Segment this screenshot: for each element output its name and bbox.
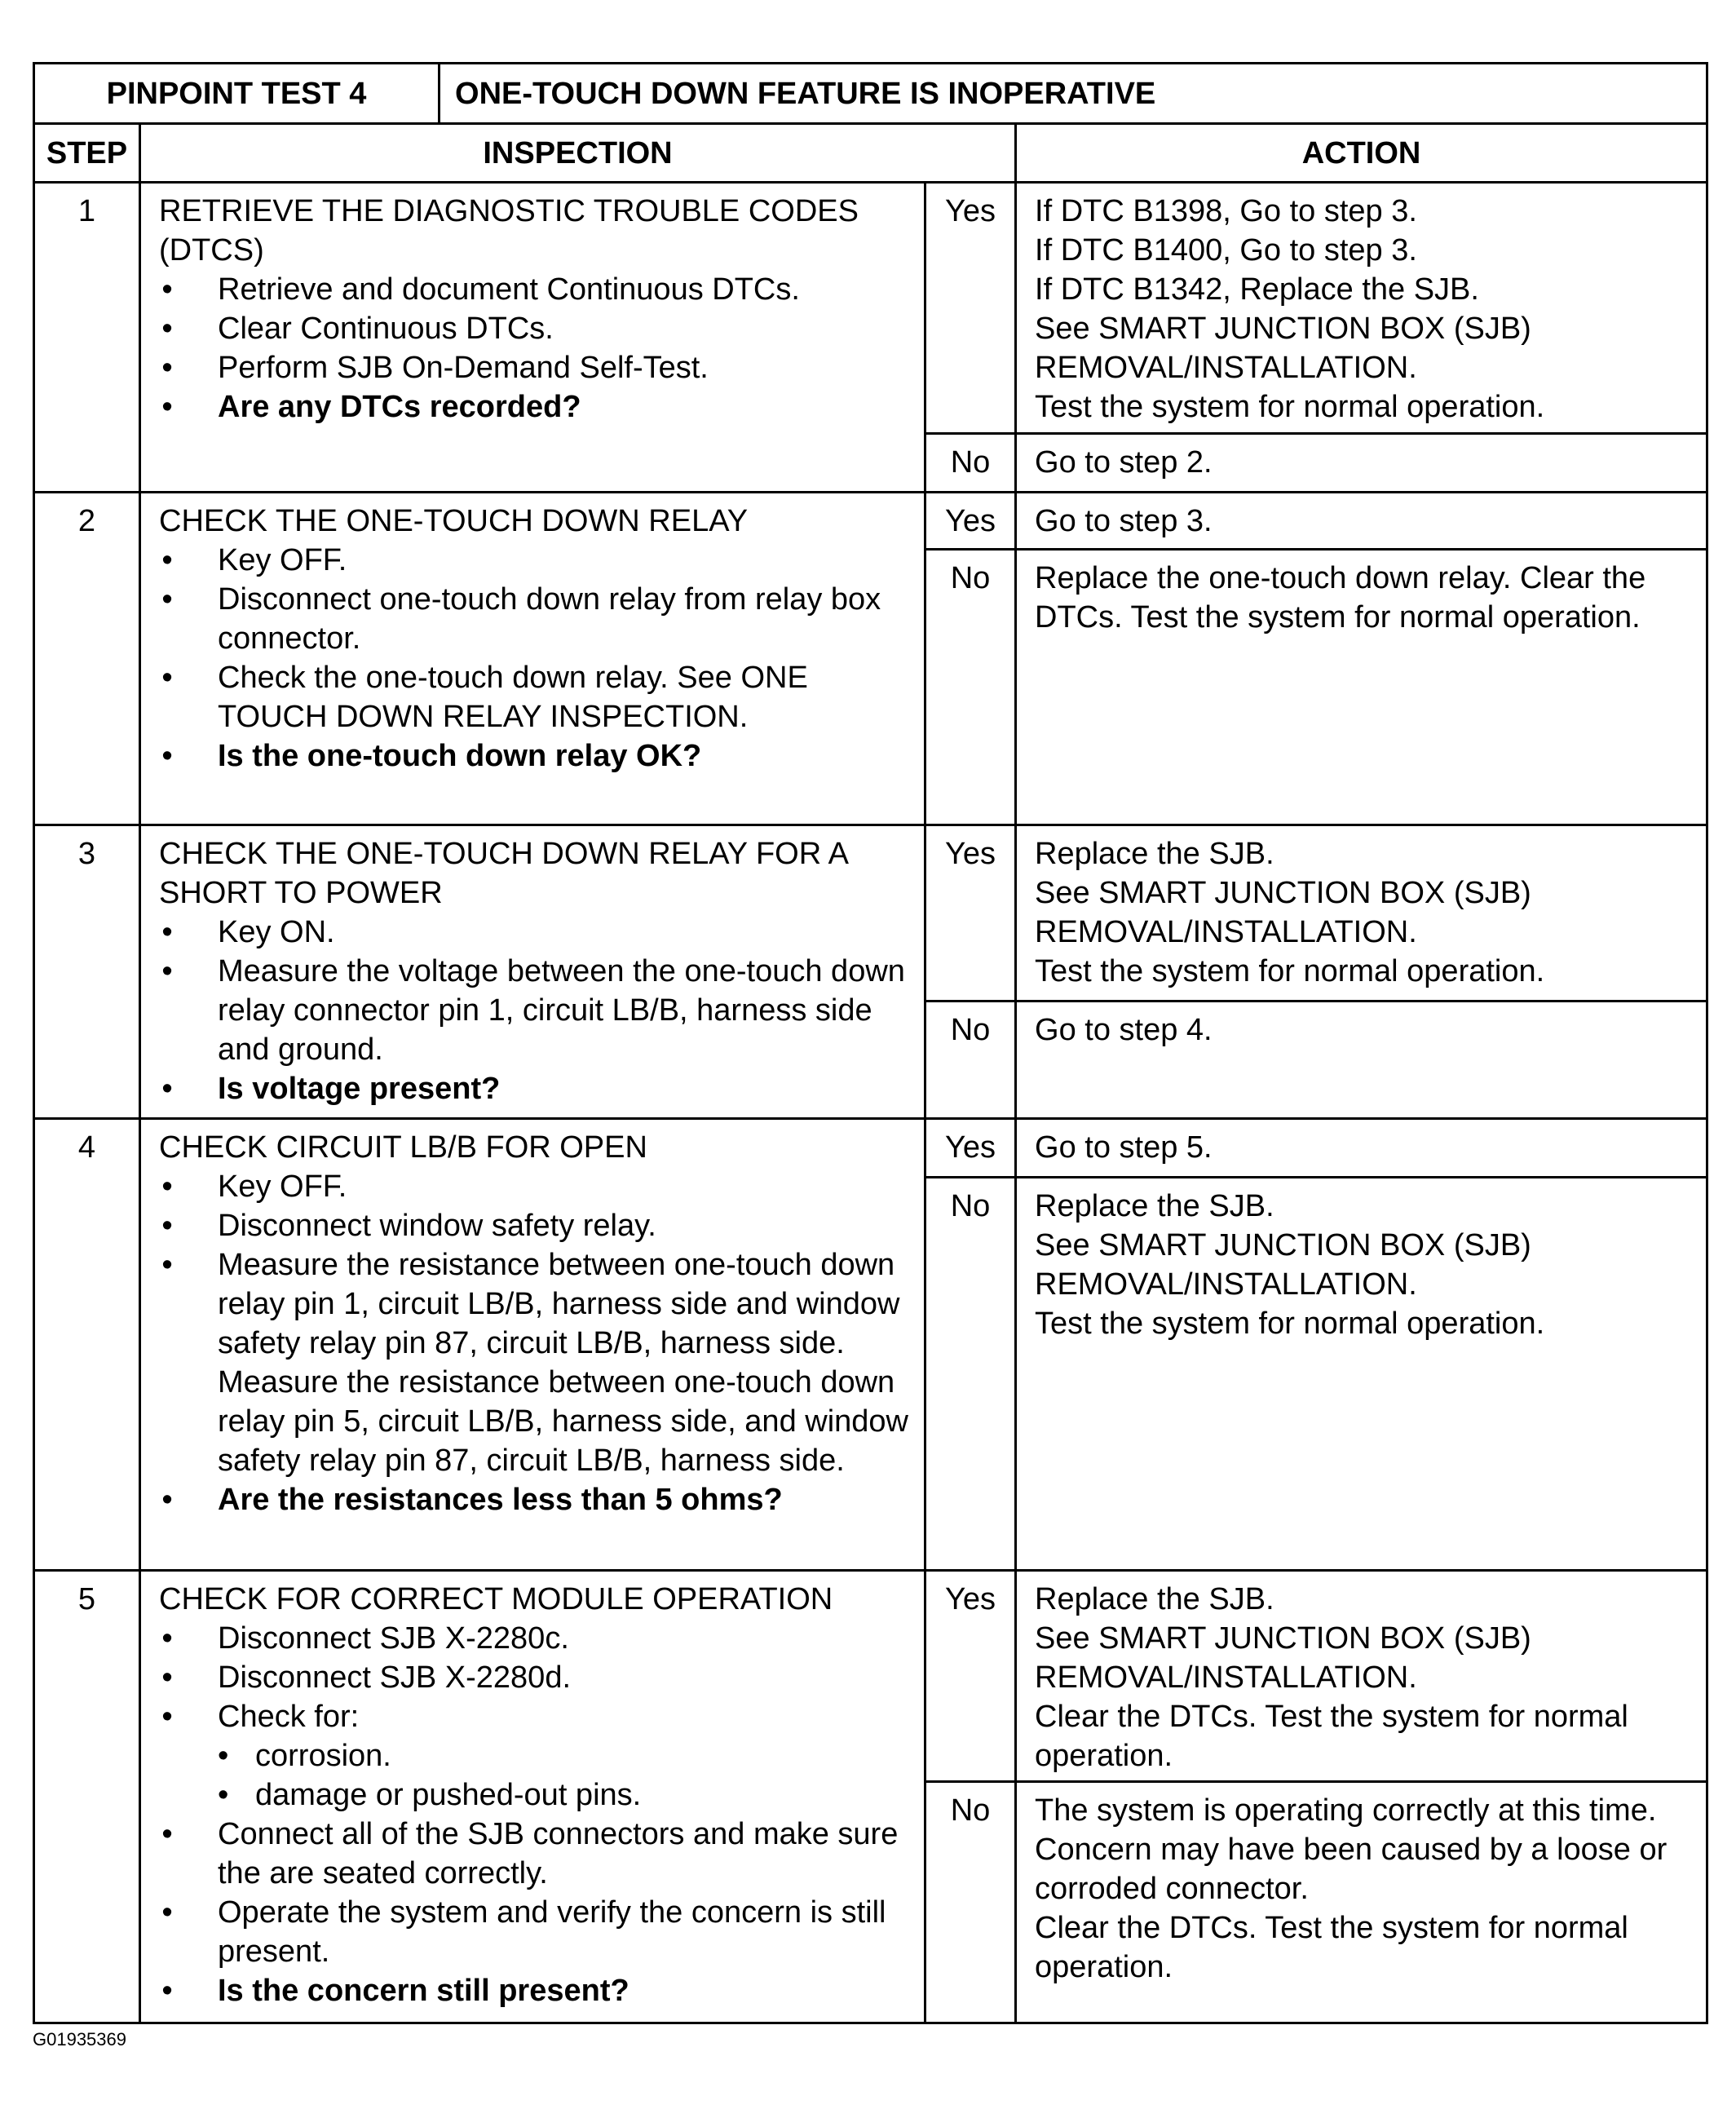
- step-question: • Is the concern still present?: [161, 1974, 629, 2008]
- step-question: • Are the resistances less than 5 ohms?: [161, 1483, 783, 1517]
- action-yes: Go to step 3.: [1016, 493, 1707, 550]
- test-name: ONE-TOUCH DOWN FEATURE IS INOPERATIVE: [440, 64, 1707, 124]
- answer-no: No: [925, 1178, 1016, 1571]
- list-item: • Check the one-touch down relay. See ONE TOUCH DOWN RELAY INSPECTION.: [161, 661, 808, 734]
- step-row: [34, 1571, 1707, 1782]
- action-no: Go to step 2.: [1016, 434, 1707, 493]
- step-question: • Is voltage present?: [161, 1072, 501, 1106]
- step-heading: CHECK CIRCUIT LB/B FOR OPEN: [159, 1130, 647, 1165]
- test-label: PINPOINT TEST 4: [34, 64, 440, 124]
- action-no: Replace the SJB. See SMART JUNCTION BOX (SJB) REMOVAL/INSTALLATION. Test the system for normal operation.: [1016, 1178, 1707, 1571]
- step-inspection: [140, 493, 925, 825]
- list-item: • Disconnect SJB X-2280d.: [161, 1660, 572, 1695]
- answer-yes: Yes: [925, 1119, 1016, 1178]
- answer-no: No: [925, 1782, 1016, 2023]
- step-number: 1: [34, 183, 140, 493]
- action-yes: Go to step 5.: [1016, 1119, 1707, 1178]
- action-header: ACTION: [1016, 124, 1707, 183]
- list-item: • Retrieve and document Continuous DTCs.: [161, 272, 800, 307]
- answer-no: No: [925, 1002, 1016, 1119]
- step-header: STEP: [34, 124, 140, 183]
- list-item: • Key OFF.: [161, 543, 347, 577]
- action-no: Replace the one-touch down relay. Clear the DTCs. Test the system for normal operation.: [1016, 550, 1707, 825]
- list-item: • Connect all of the SJB connectors and make sure the are seated correctly.: [161, 1817, 899, 1890]
- step-number: 2: [34, 493, 140, 825]
- list-item: • Key OFF.: [161, 1170, 347, 1204]
- list-item: • Disconnect SJB X-2280c.: [161, 1621, 569, 1656]
- pinpoint-test-table: [33, 62, 1708, 2024]
- answer-yes: Yes: [925, 493, 1016, 550]
- step-number: 5: [34, 1571, 140, 2023]
- list-item: • Disconnect one-touch down relay from relay box connector.: [161, 582, 881, 656]
- title-row: [34, 64, 1707, 124]
- action-yes: If DTC B1398, Go to step 3. If DTC B1400, Go to step 3. If DTC B1342, Replace the SJB. See SMART JUNCTION BOX (SJB) REMOVAL/INSTALLATION. Test the system for normal operation.: [1016, 183, 1707, 434]
- list-item: • Clear Continuous DTCs.: [161, 312, 554, 346]
- step-row: [34, 1119, 1707, 1178]
- action-no: Go to step 4.: [1016, 1002, 1707, 1119]
- list-item: • Check for:: [161, 1700, 360, 1734]
- step-number: 3: [34, 825, 140, 1119]
- answer-no: No: [925, 550, 1016, 825]
- answer-yes: Yes: [925, 825, 1016, 1002]
- step-heading: RETRIEVE THE DIAGNOSTIC TROUBLE CODES (DTCS): [159, 194, 859, 268]
- list-item: • Measure the resistance between one-touch down relay pin 1, circuit LB/B, harness side and window safety relay pin 87, circuit LB/B, harness side. Measure the resistance between one-touch down relay pin 5, circuit LB/B, harness side, and window safety relay pin 87, circuit LB/B, harness side.: [161, 1248, 908, 1478]
- step-number: 4: [34, 1119, 140, 1571]
- step-row: [34, 183, 1707, 434]
- step-row: [34, 493, 1707, 550]
- inspection-header: INSPECTION: [140, 124, 1016, 183]
- step-heading: CHECK FOR CORRECT MODULE OPERATION: [159, 1582, 833, 1616]
- step-inspection: [140, 183, 925, 493]
- list-item: • Key ON.: [161, 915, 335, 949]
- action-no: The system is operating correctly at this time. Concern may have been caused by a loose or corroded connector. Clear the DTCs. Test the system for normal operation.: [1016, 1782, 1707, 2023]
- header-row: [34, 124, 1707, 183]
- step-heading: CHECK THE ONE-TOUCH DOWN RELAY: [159, 504, 749, 538]
- step-inspection: [140, 1571, 925, 2023]
- answer-yes: Yes: [925, 1571, 1016, 1782]
- answer-yes: Yes: [925, 183, 1016, 434]
- list-item: • Operate the system and verify the concern is still present.: [161, 1895, 886, 1969]
- sub-list-item: • damage or pushed-out pins.: [218, 1778, 642, 1812]
- figure-code: G01935369: [33, 2029, 126, 2049]
- step-inspection: [140, 825, 925, 1119]
- list-item: • Perform SJB On-Demand Self-Test.: [161, 351, 709, 385]
- step-row: [34, 825, 1707, 1002]
- action-yes: Replace the SJB. See SMART JUNCTION BOX (SJB) REMOVAL/INSTALLATION. Test the system for normal operation.: [1016, 825, 1707, 1002]
- list-item: • Measure the voltage between the one-touch down relay connector pin 1, circuit LB/B, harness side and ground.: [161, 954, 905, 1067]
- step-question: • Is the one-touch down relay OK?: [161, 739, 702, 773]
- step-heading: CHECK THE ONE-TOUCH DOWN RELAY FOR A SHORT TO POWER: [159, 837, 847, 910]
- action-yes: Replace the SJB. See SMART JUNCTION BOX (SJB) REMOVAL/INSTALLATION. Clear the DTCs. Test the system for normal operation.: [1016, 1571, 1707, 1782]
- step-question: • Are any DTCs recorded?: [161, 390, 581, 424]
- sub-list-item: • corrosion.: [218, 1739, 391, 1773]
- step-inspection: [140, 1119, 925, 1571]
- answer-no: No: [925, 434, 1016, 493]
- list-item: • Disconnect window safety relay.: [161, 1209, 656, 1243]
